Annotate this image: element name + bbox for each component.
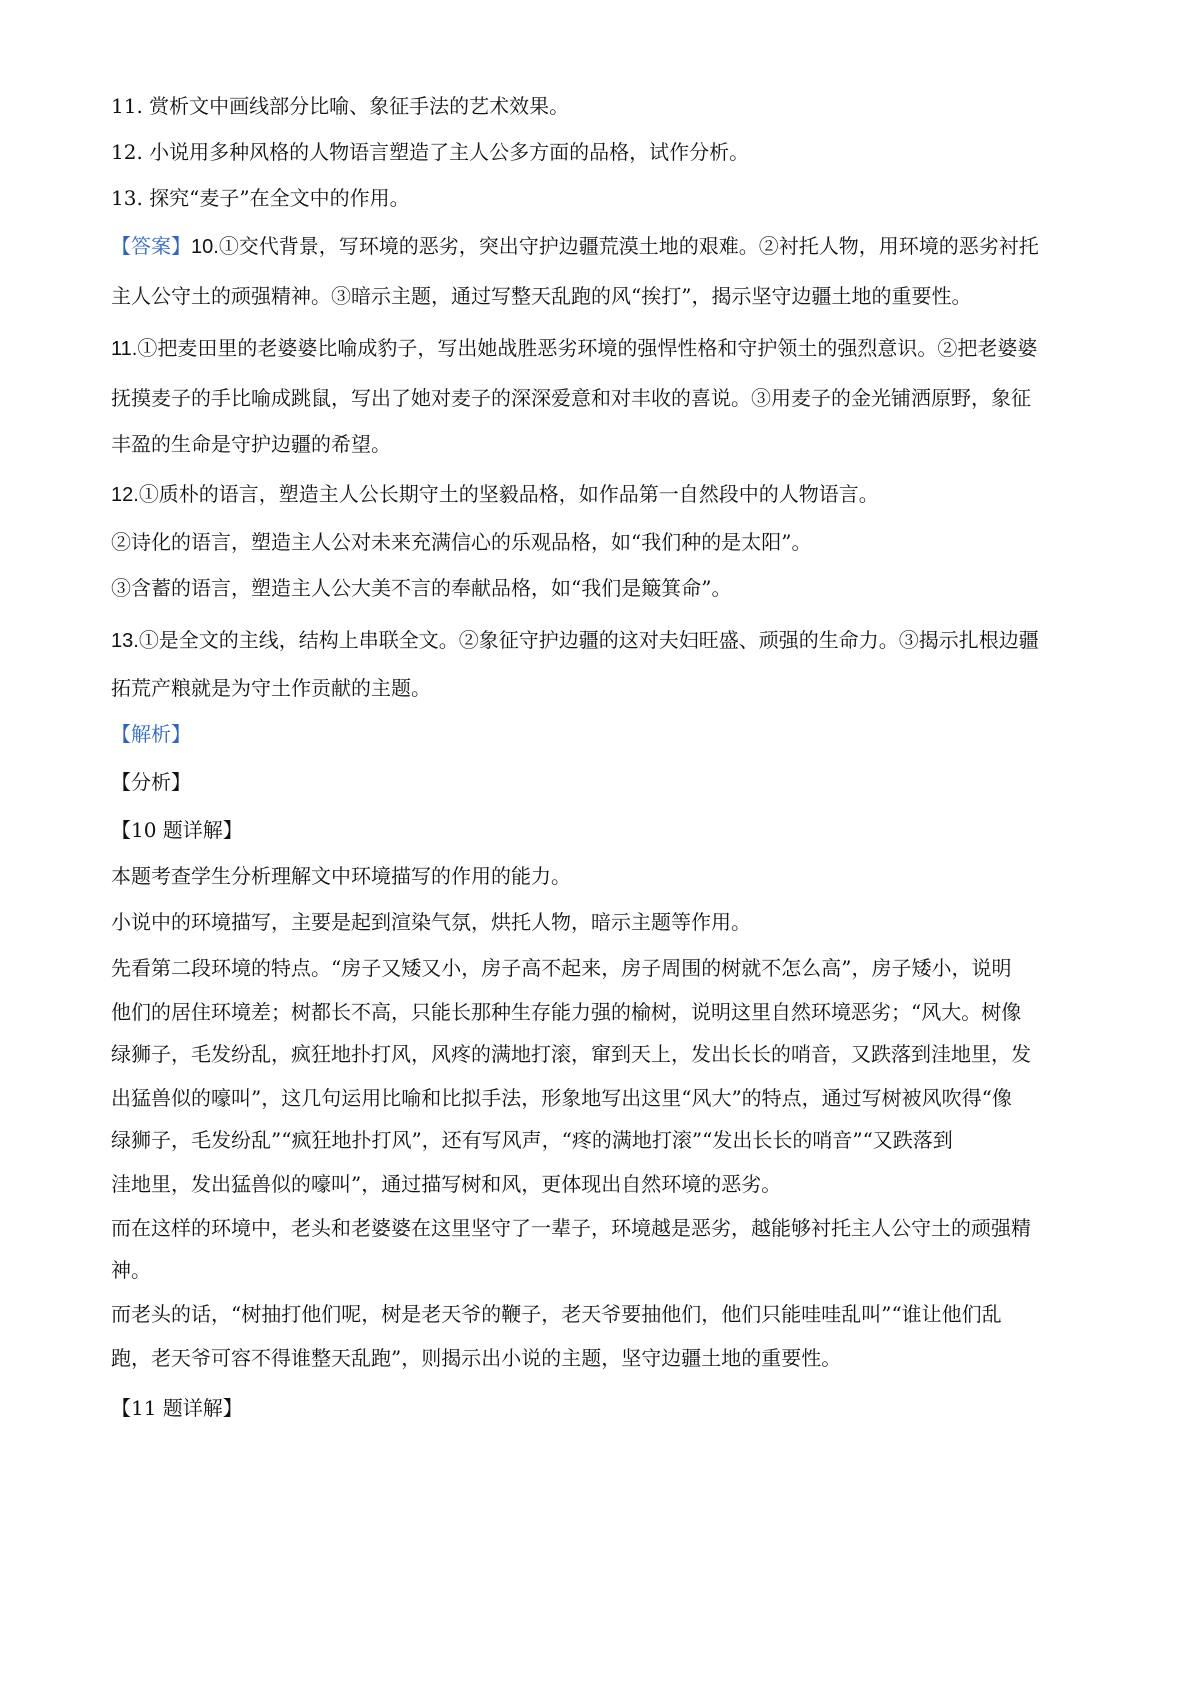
answer-11-text: ①把麦田里的老婆婆比喻成豹子，写出她战胜恶劣环境的强悍性格和守护领土的强烈意识。②把老婆婆 bbox=[137, 336, 1038, 360]
detail-10-heading: 【10 题详解】 bbox=[111, 818, 243, 842]
detail-10-line-7: 绿狮子，毛发纷乱”“疯狂地扑打风”，还有写风声，“疼的满地打滚”“发出长长的哨音”“又跌落到 bbox=[111, 1128, 953, 1152]
answer-10-text: ①交代背景，写环境的恶劣，突出守护边疆荒漠土地的艰难。②衬托人物，用环境的恶劣衬托 bbox=[218, 234, 1039, 258]
detail-10-line-12: 跑，老天爷可容不得谁整天乱跑”，则揭示出小说的主题，坚守边疆土地的重要性。 bbox=[111, 1346, 842, 1370]
answer-10-line-2: 主人公守土的顽强精神。③暗示主题，通过写整天乱跑的风“挨打”，揭示坚守边疆土地的重要性。 bbox=[111, 284, 972, 308]
answer-13-line-1 bbox=[111, 626, 1101, 655]
detail-10-line-9: 而在这样的环境中，老头和老婆婆在这里坚守了一辈子，环境越是恶劣，越能够衬托主人公守土的顽强精 bbox=[111, 1216, 1031, 1240]
question-11: 11. 赏析文中画线部分比喻、象征手法的艺术效果。 bbox=[111, 94, 570, 118]
answer-13-line-2: 拓荒产粮就是为守土作贡献的主题。 bbox=[111, 676, 431, 700]
answer-label: 【答案】 bbox=[111, 234, 191, 258]
answer-11-line-3: 丰盈的生命是守护边疆的希望。 bbox=[111, 432, 391, 456]
answer-10-line-1 bbox=[111, 232, 1101, 261]
answer-13-number: 13. bbox=[111, 630, 139, 652]
fenxi-label: 【分析】 bbox=[111, 770, 191, 794]
question-13: 13. 探究“麦子”在全文中的作用。 bbox=[111, 186, 410, 210]
answer-12-line-2: ②诗化的语言，塑造主人公对未来充满信心的乐观品格，如“我们种的是太阳”。 bbox=[111, 530, 812, 554]
detail-10-line-11: 而老头的话，“树抽打他们呢，树是老天爷的鞭子，老天爷要抽他们，他们只能哇哇乱叫”“谁让他们乱 bbox=[111, 1302, 1002, 1326]
answer-11-line-1 bbox=[111, 334, 1101, 363]
detail-10-line-2: 小说中的环境描写，主要是起到渲染气氛，烘托人物，暗示主题等作用。 bbox=[111, 910, 751, 934]
detail-10-line-10: 神。 bbox=[111, 1258, 151, 1282]
answer-10-number: 10. bbox=[191, 236, 219, 258]
answer-12-line-3: ③含蓄的语言，塑造主人公大美不言的奉献品格，如“我们是簸箕命”。 bbox=[111, 576, 732, 600]
question-12: 12. 小说用多种风格的人物语言塑造了主人公多方面的品格，试作分析。 bbox=[111, 140, 750, 164]
answer-12-line-1 bbox=[111, 480, 1101, 509]
detail-10-line-4: 他们的居住环境差；树都长不高，只能长那种生存能力强的榆树，说明这里自然环境恶劣；“风大。树像 bbox=[111, 1000, 1022, 1024]
answer-11-line-2: 抚摸麦子的手比喻成跳鼠，写出了她对麦子的深深爱意和对丰收的喜说。③用麦子的金光铺洒原野，象征 bbox=[111, 386, 1031, 410]
detail-10-line-6: 出猛兽似的嚎叫”，这几句运用比喻和比拟手法，形象地写出这里“风大”的特点，通过写树被风吹得“像 bbox=[111, 1086, 1012, 1110]
answer-12-text: ①质朴的语言，塑造主人公长期守土的坚毅品格，如作品第一自然段中的人物语言。 bbox=[138, 482, 879, 506]
analysis-label: 【解析】 bbox=[111, 722, 191, 746]
answer-11-number: 11. bbox=[111, 338, 138, 360]
detail-10-line-5: 绿狮子，毛发纷乱，疯狂地扑打风，风疼的满地打滚，窜到天上，发出长长的哨音，又跌落到洼地里，发 bbox=[111, 1042, 1031, 1066]
detail-10-line-8: 洼地里，发出猛兽似的嚎叫”，通过描写树和风，更体现出自然环境的恶劣。 bbox=[111, 1172, 782, 1196]
answer-12-number: 12. bbox=[111, 484, 139, 506]
answer-13-text: ①是全文的主线，结构上串联全文。②象征守护边疆的这对夫妇旺盛、顽强的生命力。③揭示扎根边疆 bbox=[138, 628, 1039, 652]
detail-10-line-1: 本题考查学生分析理解文中环境描写的作用的能力。 bbox=[111, 864, 571, 888]
detail-10-line-3: 先看第二段环境的特点。“房子又矮又小，房子高不起来，房子周围的树就不怎么高”，房子矮小，说明 bbox=[111, 956, 1012, 980]
detail-11-heading: 【11 题详解】 bbox=[111, 1396, 243, 1420]
